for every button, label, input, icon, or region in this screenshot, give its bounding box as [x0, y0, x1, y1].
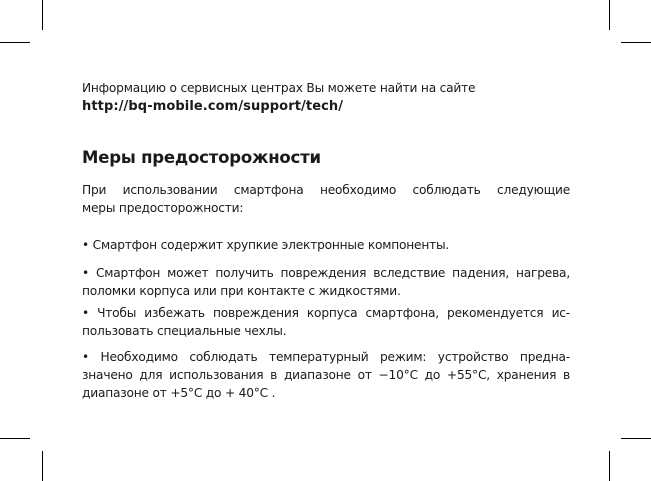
- section-title: Меры предосторожности: [82, 148, 321, 167]
- crop-mark: [42, 451, 43, 481]
- lead-line: меры предосторожности:: [82, 201, 244, 215]
- support-link[interactable]: http://bq-mobile.com/support/tech/: [82, 99, 344, 114]
- crop-mark: [609, 451, 610, 481]
- bullet-item-cont: диапазоне от +5°C до + 40°C .: [82, 386, 276, 400]
- crop-mark: [621, 438, 651, 439]
- bullet-item: • Смартфон содержит хрупкие электронные компоненты.: [82, 238, 450, 252]
- intro-text: Информацию о сервисных центрах Вы можете найти на сайте: [82, 81, 476, 95]
- crop-mark: [621, 42, 651, 43]
- crop-mark: [0, 42, 30, 43]
- bullet-item-cont: пользовать специальные чехлы.: [82, 324, 287, 338]
- bullet-item: • Чтобы избежать повреждения корпуса смартфона, рекомендуется ис-: [82, 306, 570, 320]
- bullet-item-cont: поломки корпуса или при контакте с жидкостями.: [82, 284, 401, 298]
- crop-mark: [0, 438, 30, 439]
- bullet-item: • Необходимо соблюдать температурный режим: устройство предна-: [82, 350, 570, 364]
- crop-mark: [42, 0, 43, 30]
- bullet-item-cont: значено для использования в диапазоне от −10°C до +55°C, хранения в: [82, 368, 570, 382]
- crop-mark: [609, 0, 610, 30]
- bullet-item: • Смартфон может получить повреждения вследствие падения, нагрева,: [82, 266, 570, 280]
- lead-line: При использовании смартфона необходимо соблюдать следующие: [82, 183, 570, 197]
